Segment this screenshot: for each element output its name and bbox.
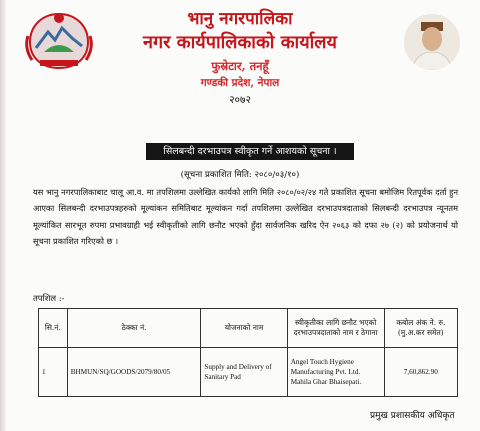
province-line: गण्डकी प्रदेश, नेपाल [200,77,280,89]
header-bidder: स्वीकृतीका लागि छनौट भएको दरभाउपत्रदाताको नाम र ठेगाना [287,309,384,348]
notice-paragraph: यस भानु नगरपालिकाबाट चालू आ.व. मा तपशिलमा उल्लेखित कार्यको लागि मिति २०८०/०२/२४ गते प्रकाशित सूचना बमोजिम रितपूर्वक दर्ता हुन आएका सिलबन्दी दरभाउपत्रहरुको मूल्यांकन समितिबाट मूल्यांकन गर्दा तपशिलमा उल्लेखित दरभाउपत्रदाताको सिलबन्दी दरभाउपत्र न्यूनतम मूल्यांकित सारभूत रुपमा प्रभावग्राही भई स्वीकृतीको लागि छनौट भएको हुँदा सार्वजनिक खरिद ऐन २०६३ को दफा २७ (२) को प्रयोजनार्थ यो सूचना प्रकाशित गरिएको छ । [33,187,458,246]
header-amount: कबोल अंक ने. रु. (मु.अ.कर समेत) [384,309,457,348]
cell-amount: 7,60,862.90 [384,348,457,397]
notice-title: सिलबन्दी दरभाउपत्र स्वीकृत गर्ने आशयको सूचना । [146,143,354,160]
header-project-name: योजनाको नाम [201,309,287,348]
table-row [39,348,458,397]
header-contract-no: ठेक्का नं. [67,309,201,348]
signature-title: प्रमुख प्रशासकीय अधिकृत [370,411,455,421]
publish-date: (सूचना प्रकाशित मिति: २०८०/०३/१०) [180,170,300,180]
cell-contract-no: BHMUN/SQ/GOODS/2079/80/05 [67,348,201,397]
established-year: २०७२ [229,94,251,106]
cell-serial: 1 [39,348,68,397]
table-header-row [39,309,458,348]
address-line: फुस्रेटार, तनहूँ [211,59,269,73]
header-serial: सि.नं. [39,309,68,348]
cell-bidder: Angel Touch Hygiene Manufacturing Pvt. Ltd. Mahila Ghar Bhaisepati. [287,348,384,397]
municipality-name: भानु नगरपालिका [187,9,293,29]
details-label: तपशिल :- [33,293,65,303]
cell-project-name: Supply and Delivery of Sanitary Pad [201,348,287,397]
office-name: नगर कार्यपालिकाको कार्यालय [143,32,337,53]
details-table [38,308,458,397]
